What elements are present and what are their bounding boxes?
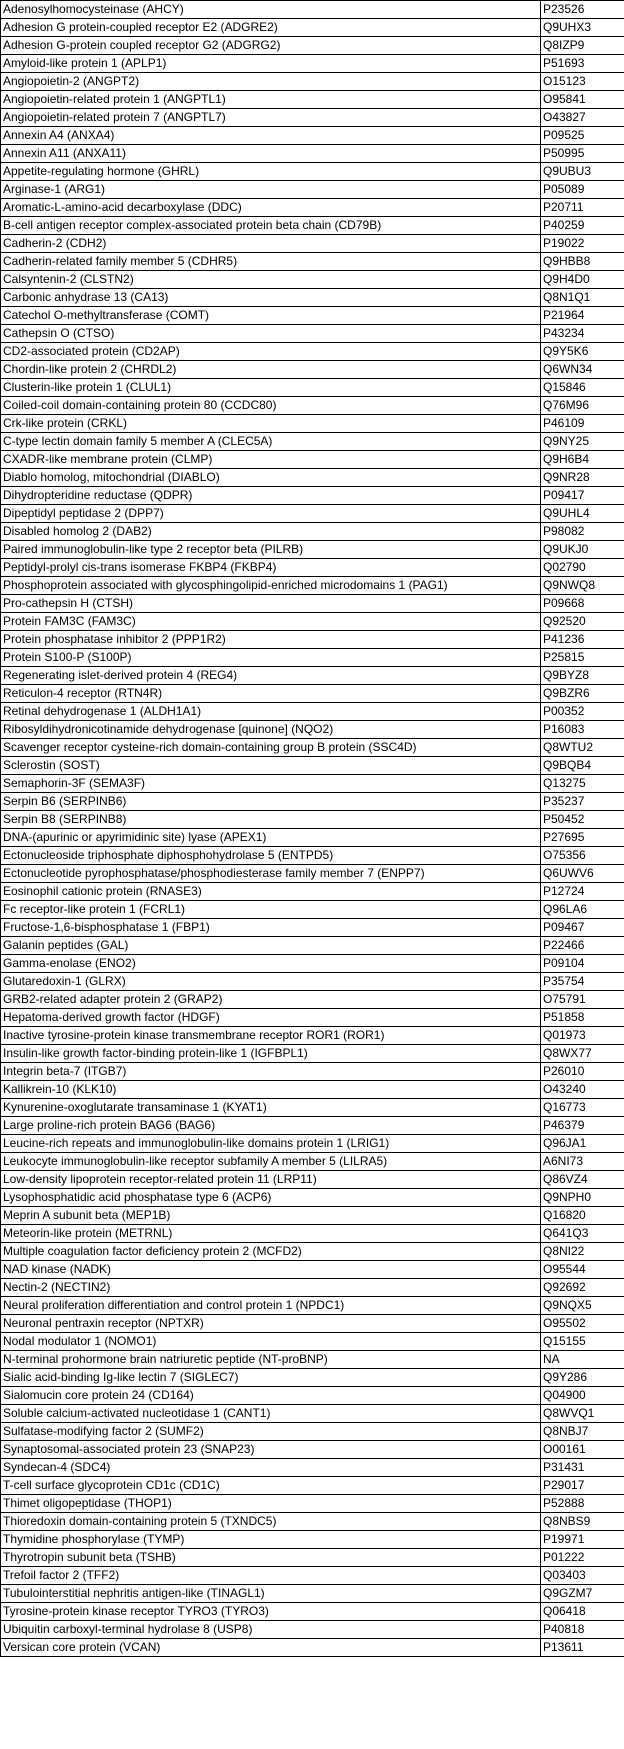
- uniprot-id-cell: Q9BZR6: [541, 685, 624, 703]
- table-row: [1, 325, 624, 343]
- uniprot-id-cell: Q9BQB4: [541, 757, 624, 775]
- uniprot-id-cell: Q86VZ4: [541, 1171, 624, 1189]
- protein-name-cell: Angiopoietin-related protein 7 (ANGPTL7): [1, 109, 541, 127]
- protein-name-cell: Crk-like protein (CRKL): [1, 415, 541, 433]
- table-row: [1, 343, 624, 361]
- table-row: [1, 1081, 624, 1099]
- table-row: [1, 847, 624, 865]
- protein-name-cell: Angiopoietin-related protein 1 (ANGPTL1): [1, 91, 541, 109]
- table-row: [1, 1027, 624, 1045]
- protein-name-cell: Cadherin-2 (CDH2): [1, 235, 541, 253]
- table-row: [1, 235, 624, 253]
- uniprot-id-cell: P09525: [541, 127, 624, 145]
- protein-name-cell: Galanin peptides (GAL): [1, 937, 541, 955]
- table-row: [1, 469, 624, 487]
- table-row: [1, 1207, 624, 1225]
- uniprot-id-cell: O75356: [541, 847, 624, 865]
- protein-name-cell: Catechol O-methyltransferase (COMT): [1, 307, 541, 325]
- uniprot-id-cell: P19971: [541, 1531, 624, 1549]
- uniprot-id-cell: Q8WX77: [541, 1045, 624, 1063]
- table-row: [1, 973, 624, 991]
- uniprot-id-cell: NA: [541, 1351, 624, 1369]
- protein-name-cell: Synaptosomal-associated protein 23 (SNAP23): [1, 1441, 541, 1459]
- table-row: [1, 199, 624, 217]
- table-row: [1, 1495, 624, 1513]
- uniprot-id-cell: Q8NBS9: [541, 1513, 624, 1531]
- protein-name-cell: C-type lectin domain family 5 member A (CLEC5A): [1, 433, 541, 451]
- uniprot-id-cell: P27695: [541, 829, 624, 847]
- table-row: [1, 775, 624, 793]
- protein-name-cell: Ectonucleoside triphosphate diphosphohydrolase 5 (ENTPD5): [1, 847, 541, 865]
- protein-name-cell: Integrin beta-7 (ITGB7): [1, 1063, 541, 1081]
- uniprot-id-cell: P52888: [541, 1495, 624, 1513]
- table-row: [1, 91, 624, 109]
- uniprot-id-cell: Q9UHX3: [541, 19, 624, 37]
- table-row: [1, 289, 624, 307]
- uniprot-id-cell: Q9NQX5: [541, 1297, 624, 1315]
- protein-name-cell: Clusterin-like protein 1 (CLUL1): [1, 379, 541, 397]
- table-row: [1, 649, 624, 667]
- table-row: [1, 739, 624, 757]
- uniprot-id-cell: Q6UWV6: [541, 865, 624, 883]
- uniprot-id-cell: O43827: [541, 109, 624, 127]
- uniprot-id-cell: Q9UHL4: [541, 505, 624, 523]
- protein-name-cell: Disabled homolog 2 (DAB2): [1, 523, 541, 541]
- uniprot-id-cell: P50452: [541, 811, 624, 829]
- protein-name-cell: Coiled-coil domain-containing protein 80 (CCDC80): [1, 397, 541, 415]
- uniprot-id-cell: Q9GZM7: [541, 1585, 624, 1603]
- protein-name-cell: Adenosylhomocysteinase (AHCY): [1, 1, 541, 19]
- table-row: [1, 1621, 624, 1639]
- table-row: [1, 541, 624, 559]
- table-row: [1, 307, 624, 325]
- uniprot-id-cell: P21964: [541, 307, 624, 325]
- table-row: [1, 163, 624, 181]
- table-row: [1, 613, 624, 631]
- table-row: [1, 433, 624, 451]
- table-row: [1, 415, 624, 433]
- protein-name-cell: Appetite-regulating hormone (GHRL): [1, 163, 541, 181]
- uniprot-id-cell: Q9H6B4: [541, 451, 624, 469]
- uniprot-id-cell: Q8WVQ1: [541, 1405, 624, 1423]
- protein-name-cell: Lysophosphatidic acid phosphatase type 6 (ACP6): [1, 1189, 541, 1207]
- table-row: [1, 1387, 624, 1405]
- uniprot-id-cell: Q15155: [541, 1333, 624, 1351]
- uniprot-id-cell: Q9NPH0: [541, 1189, 624, 1207]
- protein-name-cell: Arginase-1 (ARG1): [1, 181, 541, 199]
- uniprot-id-cell: O95841: [541, 91, 624, 109]
- uniprot-id-cell: Q9NWQ8: [541, 577, 624, 595]
- uniprot-id-cell: P20711: [541, 199, 624, 217]
- uniprot-id-cell: P22466: [541, 937, 624, 955]
- uniprot-id-cell: Q8N1Q1: [541, 289, 624, 307]
- uniprot-id-cell: P09417: [541, 487, 624, 505]
- uniprot-id-cell: Q01973: [541, 1027, 624, 1045]
- protein-name-cell: Protein phosphatase inhibitor 2 (PPP1R2): [1, 631, 541, 649]
- uniprot-id-cell: P51858: [541, 1009, 624, 1027]
- uniprot-id-cell: Q9NY25: [541, 433, 624, 451]
- table-row: [1, 1531, 624, 1549]
- uniprot-id-cell: P41236: [541, 631, 624, 649]
- table-row: [1, 271, 624, 289]
- table-row: [1, 451, 624, 469]
- uniprot-id-cell: O43240: [541, 1081, 624, 1099]
- table-row: [1, 1585, 624, 1603]
- protein-name-cell: B-cell antigen receptor complex-associated protein beta chain (CD79B): [1, 217, 541, 235]
- table-row: [1, 1441, 624, 1459]
- protein-name-cell: T-cell surface glycoprotein CD1c (CD1C): [1, 1477, 541, 1495]
- table-row: [1, 1369, 624, 1387]
- protein-name-cell: Dipeptidyl peptidase 2 (DPP7): [1, 505, 541, 523]
- protein-name-cell: Diablo homolog, mitochondrial (DIABLO): [1, 469, 541, 487]
- uniprot-id-cell: Q9H4D0: [541, 271, 624, 289]
- protein-name-cell: Retinal dehydrogenase 1 (ALDH1A1): [1, 703, 541, 721]
- protein-name-cell: Large proline-rich protein BAG6 (BAG6): [1, 1117, 541, 1135]
- protein-name-cell: Sialomucin core protein 24 (CD164): [1, 1387, 541, 1405]
- protein-name-cell: Nodal modulator 1 (NOMO1): [1, 1333, 541, 1351]
- table-row: [1, 1099, 624, 1117]
- table-row: [1, 703, 624, 721]
- table-row: [1, 1405, 624, 1423]
- protein-name-cell: Reticulon-4 receptor (RTN4R): [1, 685, 541, 703]
- protein-name-cell: Serpin B8 (SERPINB8): [1, 811, 541, 829]
- protein-name-cell: Leucine-rich repeats and immunoglobulin-like domains protein 1 (LRIG1): [1, 1135, 541, 1153]
- table-row: [1, 937, 624, 955]
- uniprot-id-cell: Q6WN34: [541, 361, 624, 379]
- table-row: [1, 595, 624, 613]
- uniprot-id-cell: P26010: [541, 1063, 624, 1081]
- table-row: [1, 487, 624, 505]
- table-row: [1, 721, 624, 739]
- table-row: [1, 1171, 624, 1189]
- uniprot-id-cell: Q96JA1: [541, 1135, 624, 1153]
- uniprot-id-cell: P09467: [541, 919, 624, 937]
- protein-name-cell: Syndecan-4 (SDC4): [1, 1459, 541, 1477]
- uniprot-id-cell: Q9Y286: [541, 1369, 624, 1387]
- table-row: [1, 523, 624, 541]
- uniprot-id-cell: P35237: [541, 793, 624, 811]
- protein-name-cell: Protein S100-P (S100P): [1, 649, 541, 667]
- uniprot-id-cell: O15123: [541, 73, 624, 91]
- uniprot-id-cell: P19022: [541, 235, 624, 253]
- uniprot-id-cell: O00161: [541, 1441, 624, 1459]
- table-row: [1, 883, 624, 901]
- table-row: [1, 1063, 624, 1081]
- protein-name-cell: Leukocyte immunoglobulin-like receptor subfamily A member 5 (LILRA5): [1, 1153, 541, 1171]
- protein-name-cell: Low-density lipoprotein receptor-related protein 11 (LRP11): [1, 1171, 541, 1189]
- protein-name-cell: Cadherin-related family member 5 (CDHR5): [1, 253, 541, 271]
- uniprot-id-cell: Q641Q3: [541, 1225, 624, 1243]
- protein-name-cell: Chordin-like protein 2 (CHRDL2): [1, 361, 541, 379]
- protein-name-cell: Ribosyldihydronicotinamide dehydrogenase [quinone] (NQO2): [1, 721, 541, 739]
- uniprot-id-cell: A6NI73: [541, 1153, 624, 1171]
- uniprot-id-cell: P13611: [541, 1639, 624, 1657]
- table-row: [1, 1477, 624, 1495]
- table-row: [1, 559, 624, 577]
- protein-name-cell: Calsyntenin-2 (CLSTN2): [1, 271, 541, 289]
- table-row: [1, 109, 624, 127]
- protein-name-cell: Thyrotropin subunit beta (TSHB): [1, 1549, 541, 1567]
- protein-name-cell: Nectin-2 (NECTIN2): [1, 1279, 541, 1297]
- protein-name-cell: Aromatic-L-amino-acid decarboxylase (DDC): [1, 199, 541, 217]
- protein-name-cell: Regenerating islet-derived protein 4 (REG4): [1, 667, 541, 685]
- protein-name-cell: Gamma-enolase (ENO2): [1, 955, 541, 973]
- uniprot-id-cell: Q8WTU2: [541, 739, 624, 757]
- protein-name-cell: Hepatoma-derived growth factor (HDGF): [1, 1009, 541, 1027]
- table-row: [1, 685, 624, 703]
- uniprot-id-cell: P09104: [541, 955, 624, 973]
- protein-name-cell: Ubiquitin carboxyl-terminal hydrolase 8 (USP8): [1, 1621, 541, 1639]
- table-row: [1, 631, 624, 649]
- table-row: [1, 253, 624, 271]
- uniprot-id-cell: Q16773: [541, 1099, 624, 1117]
- uniprot-id-cell: P46379: [541, 1117, 624, 1135]
- protein-name-cell: Kallikrein-10 (KLK10): [1, 1081, 541, 1099]
- uniprot-id-cell: Q9UBU3: [541, 163, 624, 181]
- table-row: [1, 1243, 624, 1261]
- uniprot-id-cell: Q9BYZ8: [541, 667, 624, 685]
- uniprot-id-cell: P01222: [541, 1549, 624, 1567]
- protein-name-cell: Eosinophil cationic protein (RNASE3): [1, 883, 541, 901]
- table-row: [1, 1351, 624, 1369]
- uniprot-id-cell: Q9HBB8: [541, 253, 624, 271]
- table-row: [1, 1315, 624, 1333]
- protein-name-cell: Adhesion G protein-coupled receptor E2 (ADGRE2): [1, 19, 541, 37]
- table-row: [1, 73, 624, 91]
- table-row: [1, 1423, 624, 1441]
- protein-name-cell: Cathepsin O (CTSO): [1, 325, 541, 343]
- table-row: [1, 829, 624, 847]
- protein-name-cell: Sclerostin (SOST): [1, 757, 541, 775]
- protein-name-cell: GRB2-related adapter protein 2 (GRAP2): [1, 991, 541, 1009]
- protein-name-cell: Ectonucleotide pyrophosphatase/phosphodiesterase family member 7 (ENPP7): [1, 865, 541, 883]
- table-row: [1, 1153, 624, 1171]
- protein-name-cell: Kynurenine-oxoglutarate transaminase 1 (KYAT1): [1, 1099, 541, 1117]
- uniprot-id-cell: P09668: [541, 595, 624, 613]
- uniprot-id-cell: Q04900: [541, 1387, 624, 1405]
- protein-name-cell: Protein FAM3C (FAM3C): [1, 613, 541, 631]
- protein-name-cell: Annexin A4 (ANXA4): [1, 127, 541, 145]
- table-row: [1, 1513, 624, 1531]
- table-row: [1, 919, 624, 937]
- protein-name-cell: Dihydropteridine reductase (QDPR): [1, 487, 541, 505]
- protein-name-cell: Neural proliferation differentiation and control protein 1 (NPDC1): [1, 1297, 541, 1315]
- protein-name-cell: Glutaredoxin-1 (GLRX): [1, 973, 541, 991]
- table-row: [1, 757, 624, 775]
- uniprot-id-cell: Q15846: [541, 379, 624, 397]
- table-row: [1, 1549, 624, 1567]
- table-row: [1, 865, 624, 883]
- protein-name-cell: Meprin A subunit beta (MEP1B): [1, 1207, 541, 1225]
- uniprot-id-cell: P98082: [541, 523, 624, 541]
- uniprot-id-cell: P46109: [541, 415, 624, 433]
- uniprot-id-cell: Q06418: [541, 1603, 624, 1621]
- table-row: [1, 1117, 624, 1135]
- table-row: [1, 1189, 624, 1207]
- protein-name-cell: Thymidine phosphorylase (TYMP): [1, 1531, 541, 1549]
- uniprot-id-cell: P25815: [541, 649, 624, 667]
- protein-name-cell: NAD kinase (NADK): [1, 1261, 541, 1279]
- uniprot-id-cell: P50995: [541, 145, 624, 163]
- table-row: [1, 1009, 624, 1027]
- table-row: [1, 811, 624, 829]
- protein-name-cell: Thimet oligopeptidase (THOP1): [1, 1495, 541, 1513]
- protein-name-cell: Fc receptor-like protein 1 (FCRL1): [1, 901, 541, 919]
- uniprot-id-cell: P51693: [541, 55, 624, 73]
- uniprot-id-cell: O95544: [541, 1261, 624, 1279]
- protein-name-cell: Soluble calcium-activated nucleotidase 1 (CANT1): [1, 1405, 541, 1423]
- protein-name-cell: N-terminal prohormone brain natriuretic peptide (NT-proBNP): [1, 1351, 541, 1369]
- protein-name-cell: Peptidyl-prolyl cis-trans isomerase FKBP4 (FKBP4): [1, 559, 541, 577]
- table-row: [1, 1567, 624, 1585]
- table-row: [1, 1639, 624, 1657]
- protein-name-cell: Insulin-like growth factor-binding protein-like 1 (IGFBPL1): [1, 1045, 541, 1063]
- table-row: [1, 991, 624, 1009]
- uniprot-id-cell: Q9Y5K6: [541, 343, 624, 361]
- table-row: [1, 145, 624, 163]
- protein-name-cell: CXADR-like membrane protein (CLMP): [1, 451, 541, 469]
- table-row: [1, 1279, 624, 1297]
- table-row: [1, 55, 624, 73]
- table-row: [1, 1459, 624, 1477]
- protein-name-cell: Sulfatase-modifying factor 2 (SUMF2): [1, 1423, 541, 1441]
- protein-table-body: [1, 1, 624, 1657]
- uniprot-id-cell: Q9UKJ0: [541, 541, 624, 559]
- table-row: [1, 37, 624, 55]
- uniprot-id-cell: Q13275: [541, 775, 624, 793]
- protein-name-cell: Fructose-1,6-bisphosphatase 1 (FBP1): [1, 919, 541, 937]
- uniprot-id-cell: P43234: [541, 325, 624, 343]
- table-row: [1, 19, 624, 37]
- uniprot-id-cell: P29017: [541, 1477, 624, 1495]
- uniprot-id-cell: Q8IZP9: [541, 37, 624, 55]
- table-row: [1, 127, 624, 145]
- uniprot-id-cell: P16083: [541, 721, 624, 739]
- table-row: [1, 1297, 624, 1315]
- table-row: [1, 1333, 624, 1351]
- uniprot-id-cell: Q02790: [541, 559, 624, 577]
- uniprot-id-cell: P12724: [541, 883, 624, 901]
- protein-name-cell: Sialic acid-binding Ig-like lectin 7 (SIGLEC7): [1, 1369, 541, 1387]
- uniprot-id-cell: P40259: [541, 217, 624, 235]
- protein-name-cell: Tyrosine-protein kinase receptor TYRO3 (TYRO3): [1, 1603, 541, 1621]
- uniprot-id-cell: Q8NBJ7: [541, 1423, 624, 1441]
- uniprot-id-cell: Q92692: [541, 1279, 624, 1297]
- table-row: [1, 667, 624, 685]
- uniprot-id-cell: P00352: [541, 703, 624, 721]
- protein-name-cell: Serpin B6 (SERPINB6): [1, 793, 541, 811]
- uniprot-id-cell: Q8NI22: [541, 1243, 624, 1261]
- protein-name-cell: Amyloid-like protein 1 (APLP1): [1, 55, 541, 73]
- table-row: [1, 577, 624, 595]
- protein-name-cell: Pro-cathepsin H (CTSH): [1, 595, 541, 613]
- protein-name-cell: Neuronal pentraxin receptor (NPTXR): [1, 1315, 541, 1333]
- protein-name-cell: Phosphoprotein associated with glycosphingolipid-enriched microdomains 1 (PAG1): [1, 577, 541, 595]
- uniprot-id-cell: P31431: [541, 1459, 624, 1477]
- uniprot-id-cell: Q16820: [541, 1207, 624, 1225]
- uniprot-id-cell: Q03403: [541, 1567, 624, 1585]
- uniprot-id-cell: P40818: [541, 1621, 624, 1639]
- protein-name-cell: Inactive tyrosine-protein kinase transmembrane receptor ROR1 (ROR1): [1, 1027, 541, 1045]
- uniprot-id-cell: P05089: [541, 181, 624, 199]
- uniprot-id-cell: Q9NR28: [541, 469, 624, 487]
- protein-name-cell: Thioredoxin domain-containing protein 5 (TXNDC5): [1, 1513, 541, 1531]
- table-row: [1, 397, 624, 415]
- table-row: [1, 1225, 624, 1243]
- table-row: [1, 361, 624, 379]
- table-row: [1, 181, 624, 199]
- uniprot-id-cell: Q92520: [541, 613, 624, 631]
- uniprot-id-cell: P35754: [541, 973, 624, 991]
- protein-name-cell: Carbonic anhydrase 13 (CA13): [1, 289, 541, 307]
- table-row: [1, 1045, 624, 1063]
- protein-name-cell: Meteorin-like protein (METRNL): [1, 1225, 541, 1243]
- protein-name-cell: Paired immunoglobulin-like type 2 receptor beta (PILRB): [1, 541, 541, 559]
- table-row: [1, 901, 624, 919]
- protein-name-cell: CD2-associated protein (CD2AP): [1, 343, 541, 361]
- table-row: [1, 505, 624, 523]
- uniprot-id-cell: O75791: [541, 991, 624, 1009]
- table-row: [1, 793, 624, 811]
- uniprot-id-cell: Q76M96: [541, 397, 624, 415]
- protein-name-cell: Annexin A11 (ANXA11): [1, 145, 541, 163]
- protein-name-cell: Scavenger receptor cysteine-rich domain-containing group B protein (SSC4D): [1, 739, 541, 757]
- table-row: [1, 1, 624, 19]
- table-row: [1, 1261, 624, 1279]
- table-row: [1, 379, 624, 397]
- table-row: [1, 217, 624, 235]
- uniprot-id-cell: Q96LA6: [541, 901, 624, 919]
- table-row: [1, 955, 624, 973]
- protein-name-cell: Multiple coagulation factor deficiency protein 2 (MCFD2): [1, 1243, 541, 1261]
- table-row: [1, 1135, 624, 1153]
- protein-name-cell: DNA-(apurinic or apyrimidinic site) lyase (APEX1): [1, 829, 541, 847]
- uniprot-id-cell: P23526: [541, 1, 624, 19]
- protein-name-cell: Versican core protein (VCAN): [1, 1639, 541, 1657]
- protein-name-cell: Angiopoietin-2 (ANGPT2): [1, 73, 541, 91]
- protein-name-cell: Semaphorin-3F (SEMA3F): [1, 775, 541, 793]
- protein-name-cell: Tubulointerstitial nephritis antigen-like (TINAGL1): [1, 1585, 541, 1603]
- uniprot-id-cell: O95502: [541, 1315, 624, 1333]
- protein-name-cell: Trefoil factor 2 (TFF2): [1, 1567, 541, 1585]
- protein-name-cell: Adhesion G-protein coupled receptor G2 (ADGRG2): [1, 37, 541, 55]
- table-row: [1, 1603, 624, 1621]
